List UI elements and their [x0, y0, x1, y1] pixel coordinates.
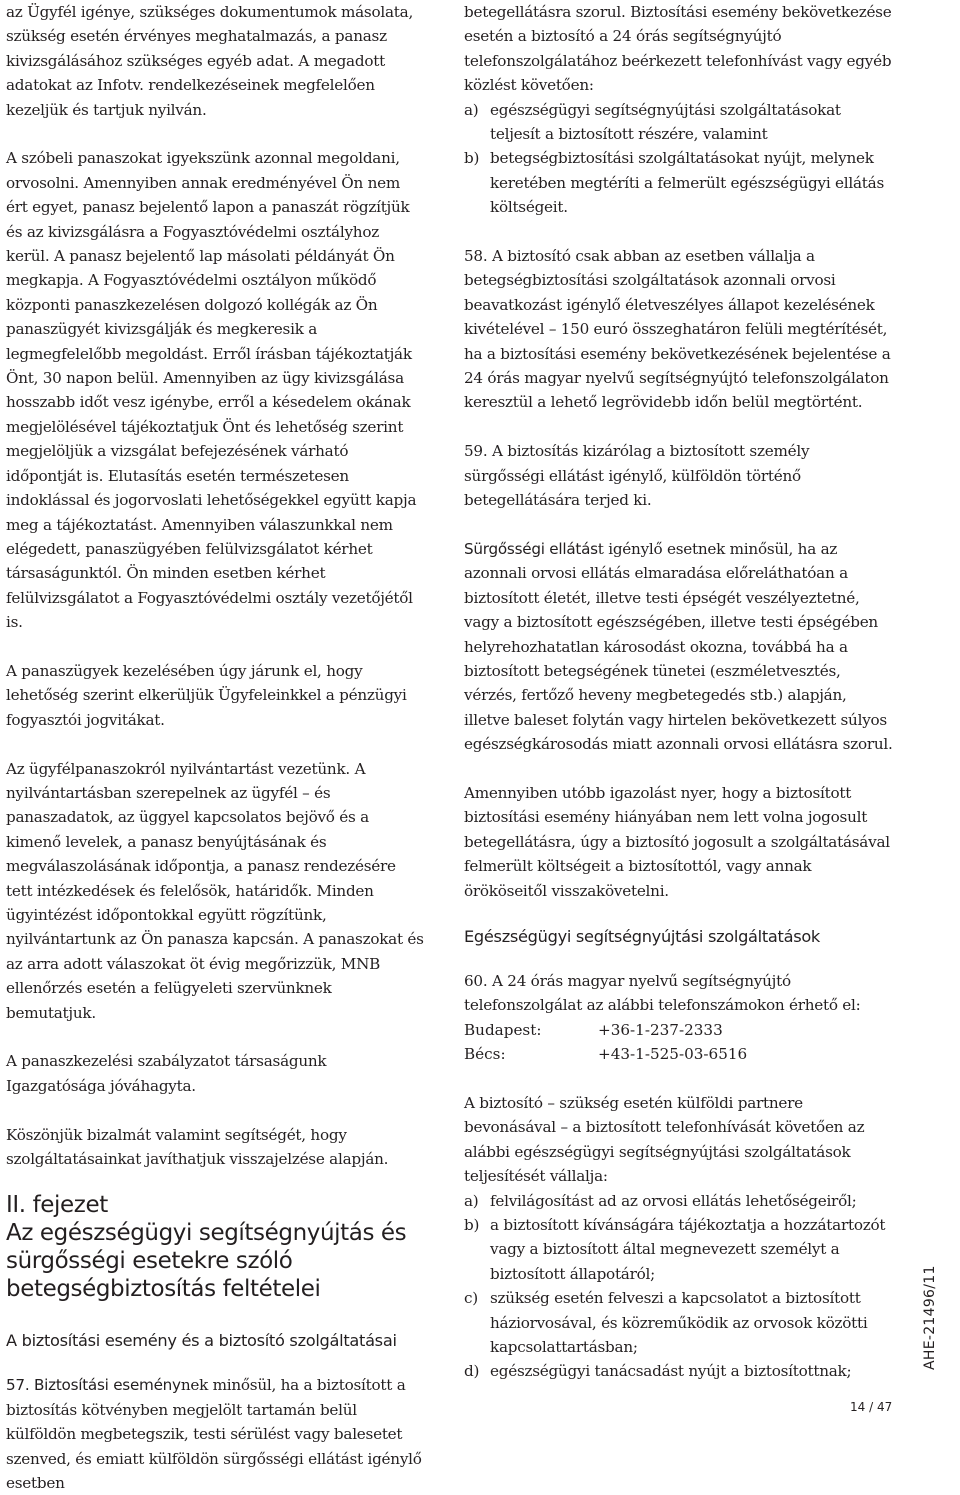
phone-row [464, 1018, 894, 1042]
phone-number: +36-1-237-2333 [598, 1020, 723, 1039]
paragraph-60: 60. A 24 órás magyar nyelvű segítségnyújtó telefonszolgálat az alábbi telefonszámokon érhető el: [464, 971, 861, 1015]
phone-number: +43-1-525-03-6516 [598, 1045, 748, 1064]
paragraph: Amennyiben utóbb igazolást nyer, hogy a biztosított biztosítási esemény hiányában nem lett volna jogosult betegellátásra, úgy a biztosító jogosult a szolgáltatásával felmerült költségeit a biztosítottól, vagy annak örököseitől visszakövetelni. [464, 783, 890, 900]
paragraph: A szóbeli panaszokat igyekszünk azonnal megoldani, orvosolni. Amennyiben annak eredményével Ön nem ért egyet, panasz bejelentő lapon a panaszát rögzítjük és az kivizsgálásra a Fogyasztóvédelmi osztályhoz kerül. A panasz bejelentő lap másolati példányát Ön megkapja. A Fogyasztóvédelmi osztályon működő központi panaszkezelésen dolgozó kollégák az Ön panaszügyét kivizsgálják és megkeresik a legmegfelelőbb megoldást. Erről írásban tájékoztatják Önt, 30 napon belül. Amennyiben az ügy kivizsgálása hosszabb időt vesz igénybe, erről a késedelem okának megjelölésével tájékoztatjuk Önt és lehetőség szerint megjelöljük a vizsgálat befejezésének várható időpontját is. Elutasítás esetén természetesen indoklással és jogorvoslati lehetőségekkel együtt kapja meg a tájékoztatást. Amennyiben válaszunkkal nem elégedett, panaszügyében felülvizsgálatot kérhet társaságunktól. Ön minden esetben kérhet felülvizsgálatot a Fogyasztóvédelmi osztály vezetőjétől is. [6, 149, 417, 632]
list-marker: a) [464, 1191, 479, 1210]
paragraph: A panaszkezelési szabályzatot társaságunk Igazgatósága jóváhagyta. [6, 1052, 327, 1095]
document-id: AHE-21496/11 [922, 1265, 938, 1370]
section-title: Egészségügyi segítségnyújtási szolgáltatások [464, 926, 821, 946]
phone-row [464, 1042, 894, 1066]
definition-text: t igénylő esetnek minősül, ha az azonnali orvosi ellátás elmaradása előreláthatóan a biztosított életét, illetve testi épségét veszélyeztetné, vagy a biztosított egészségében, illetve testi épségében helyrehozhatatlan károsodást okozna, továbbá ha a biztosított betegségének tünetei (eszméletvesztés, vérzés, fertőző heveny megbetegedés stb.) alapján, illetve baleset folytán vagy hirtelen bekövetkezett súlyos egészségkárosodás miatt azonnali orvosi ellátásra szorul. [464, 539, 893, 754]
paragraph: Köszönjük bizalmát valamint segítségét, hogy szolgáltatásainkat javíthatjuk visszajelzése alapján. [6, 1125, 389, 1169]
list-item [464, 1286, 894, 1359]
list-item [464, 1189, 894, 1213]
list-text: egészségügyi tanácsadást nyújt a biztosítottnak; [490, 1362, 852, 1381]
list-text: felvilágosítást ad az orvosi ellátás lehetőségeiről; [490, 1191, 857, 1210]
list-item [464, 98, 894, 147]
paragraph-57 [6, 1373, 426, 1495]
page-number: 14 / 47 [850, 1400, 893, 1414]
paragraph: Az ügyfélpanaszokról nyilvántartást vezetünk. A nyilvántartásban szerepelnek az ügyfél – és panaszadatok, az üggyel kapcsolatos bejövő és a kimenő levelek, a panasz benyújtásának és megválaszolásának időpontja, a panasz rendezésére tett intézkedések és felelősök, határidők. Minden ügyintézést időpontokkal együtt rögzítünk, nyilvántartunk az Ön panasza kapcsán. A panaszokat és az arra adott válaszokat öt évig megőrizzük, MNB ellenőrzés esetén a felügyeleti szervünknek bemutatjuk. [6, 759, 424, 1022]
list-marker: d) [464, 1362, 480, 1381]
clause-number: 57. [6, 1376, 30, 1395]
chapter-title-line: betegségbiztosítás feltételei [6, 1276, 321, 1303]
list-text: szükség esetén felveszi a kapcsolatot a biztosított háziorvosával, és közreműködik az orvosok közötti kapcsolattartásban; [490, 1289, 868, 1357]
service-list [464, 98, 894, 220]
list-item [464, 1359, 894, 1383]
phone-city: Bécs: [464, 1045, 506, 1064]
term-bold: Biztosítási esemény [33, 1376, 181, 1395]
term-bold: Sürgősségi ellátás [464, 539, 598, 558]
paragraph-58: 58. A biztosító csak abban az esetben vállalja a betegségbiztosítási szolgáltatások azonnali orvosi beavatkozást igénylő életveszélyes állapot kezelésének kivételével – 150 euró összeghatáron felüli megtérítését, ha a biztosítási esemény bekövetkezésének bejelentése a 24 órás magyar nyelvű segítségnyújtó telefonszolgálaton keresztül a lehető legrövidebb időn belül megtörtént. [464, 247, 891, 412]
list-item [464, 146, 894, 219]
list-marker: c) [464, 1289, 478, 1308]
assistance-list [464, 1189, 894, 1384]
chapter-title-line: Az egészségügyi segítségnyújtás és [6, 1220, 407, 1247]
list-text: a biztosított kívánságára tájékoztatja a hozzátartozót vagy a biztosított által megnevezett személyt a biztosított állapotáról; [490, 1216, 886, 1283]
list-item [464, 1213, 894, 1286]
list-text: egészségügyi segítségnyújtási szolgáltatásokat teljesít a biztosított részére, valamint [490, 100, 841, 144]
clause-text: nek minősül, ha a biztosított a biztosítás kötvényben megjelölt tartamán belül külföldön megbetegszik, testi sérülést vagy balesetet szenved, és emiatt külföldön sürgősségi ellátást igénylő esetben [6, 1376, 422, 1493]
paragraph-59: 59. A biztosítás kizárólag a biztosított személy sürgősségi ellátást igénylő, külföldön történő betegellátására terjed ki. [464, 442, 810, 510]
section-title: A biztosítási esemény és a biztosító szolgáltatásai [6, 1331, 397, 1351]
phone-city: Budapest: [464, 1020, 542, 1039]
list-marker: b) [464, 1216, 480, 1235]
paragraph: az Ügyfél igénye, szükséges dokumentumok másolata, szükség esetén érvényes meghatalmazás, a panasz kivizsgálásához szükséges egyéb adat. A megadott adatokat az Infotv. rendelkezéseinek megfelelően kezeljük és tartjuk nyilván. [6, 3, 414, 119]
chapter-title-line: sürgősségi esetekre szóló [6, 1248, 293, 1275]
right-column [464, 0, 894, 1384]
paragraph: A panaszügyek kezelésében úgy járunk el, hogy lehetőség szerint elkerüljük Ügyfeleinkkel a pénzügyi fogyasztói jogvitákat. [6, 661, 407, 729]
paragraph [464, 537, 894, 757]
list-marker: a) [464, 100, 479, 119]
list-marker: b) [464, 149, 480, 168]
list-text: betegségbiztosítási szolgáltatásokat nyújt, melynek keretében megtéríti a felmerült egészségügyi ellátás költségeit. [490, 149, 884, 217]
paragraph: betegellátásra szorul. Biztosítási esemény bekövetkezése esetén a biztosító a 24 órás segítségnyújtó telefonszolgálatához beérkezett telefonhívást vagy egyéb közlést követően: [464, 3, 892, 95]
chapter-number: II. fejezet [6, 1192, 108, 1219]
left-column [6, 0, 426, 1495]
paragraph: A biztosító – szükség esetén külföldi partnere bevonásával – a biztosított telefonhívását követően az alábbi egészségügyi segítségnyújtási szolgáltatások teljesítését vállalja: [464, 1093, 865, 1186]
